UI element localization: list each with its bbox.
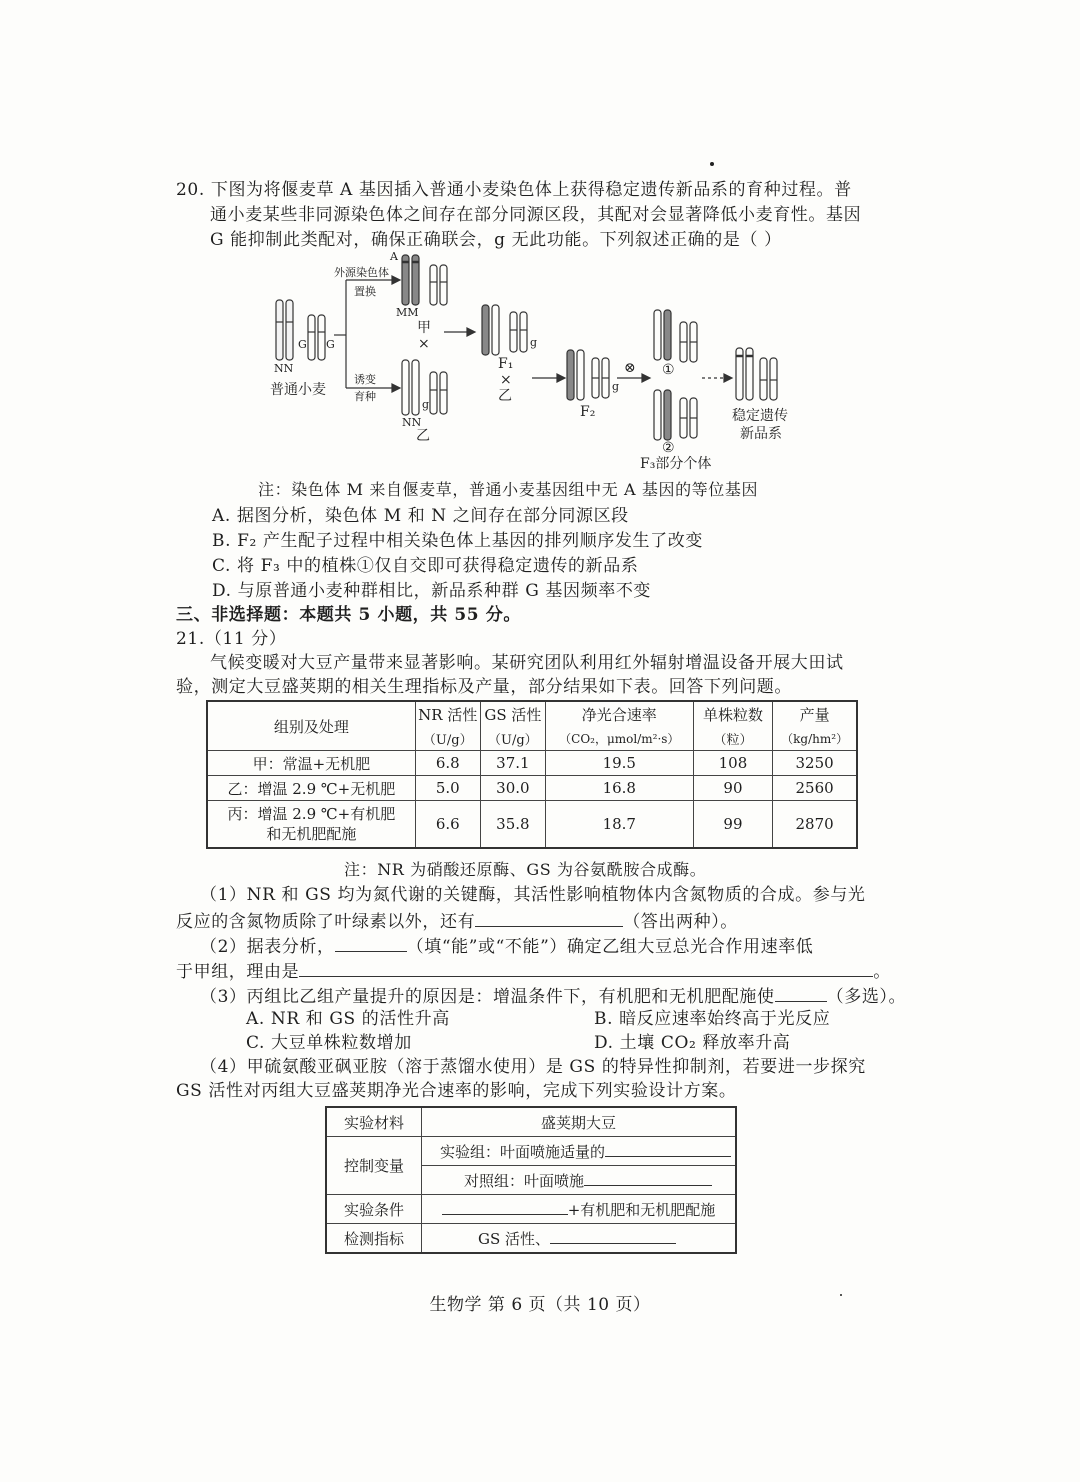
cell: 6.8 <box>415 751 480 776</box>
label-G-right: G <box>326 338 335 351</box>
cell: 3250 <box>773 751 857 776</box>
label-nn2: NN <box>402 416 422 429</box>
label-1: ① <box>662 362 675 378</box>
design-row <box>326 1137 736 1166</box>
label-foreign: 外源染色体 <box>334 266 389 279</box>
design-cond-text: +有机肥和无机肥配施 <box>567 1200 716 1219</box>
answer-blank-3[interactable] <box>299 958 873 977</box>
q20-option-c: C. 将 F₃ 中的植株①仅自交即可获得稳定遗传的新品系 <box>212 556 639 576</box>
table-row <box>207 751 857 776</box>
cell: 2560 <box>773 776 857 801</box>
label-f3: F₃部分个体 <box>640 456 712 472</box>
table-header-row <box>207 701 857 726</box>
table-row <box>207 801 857 849</box>
table-row <box>207 776 857 801</box>
q20-line1: 20. 下图为将偃麦草 A 基因插入普通小麦染色体上获得稳定遗传新品系的育种过程。普 <box>176 180 852 200</box>
q20-note: 注：染色体 M 来自偃麦草，普通小麦基因组中无 A 基因的等位基因 <box>258 480 759 499</box>
q20-line2: 通小麦某些非同源染色体之间存在部分同源区段，其配对会显著降低小麦育性。基因 <box>210 205 862 225</box>
answer-blank-6[interactable] <box>584 1171 712 1186</box>
q21-p2b <box>176 958 891 984</box>
table-note: 注：NR 为硝酸还原酶、GS 为谷氨酰胺合成酶。 <box>344 860 707 879</box>
label-yi: 乙 <box>416 428 430 444</box>
label-breed: 育种 <box>354 390 376 403</box>
design-row <box>326 1195 736 1224</box>
cell: 90 <box>693 776 773 801</box>
cell: 乙：增温 2.9 ℃+无机肥 <box>207 776 415 801</box>
cell: 5.0 <box>415 776 480 801</box>
th-gs: GS 活性 <box>480 701 545 726</box>
th-grains: 单株粒数 <box>693 701 773 726</box>
unit-photosynthesis: （CO₂，μmol/m²·s） <box>545 726 693 751</box>
q21-p1a: （1）NR 和 GS 均为氮代谢的关键酶，其活性影响植物体内含氮物质的合成。参与光 <box>200 885 866 905</box>
cell: 甲：常温+无机肥 <box>207 751 415 776</box>
label-self: ⊗ <box>624 360 636 376</box>
q21-p4a: （4）甲硫氨酸亚砜亚胺（溶于蒸馏水使用）是 GS 的特异性抑制剂，若要进一步探究 <box>200 1057 866 1077</box>
design-cond-cell <box>422 1195 737 1224</box>
design-row <box>326 1107 736 1137</box>
p1b-text: 反应的含氮物质除了叶绿素以外，还有 <box>176 912 476 932</box>
label-2: ② <box>662 440 675 456</box>
breeding-diagram <box>262 250 822 475</box>
experiment-design-table <box>325 1106 737 1254</box>
label-yi2: 乙 <box>498 388 512 404</box>
cell: 35.8 <box>480 801 545 849</box>
q20-option-b: B. F₂ 产生配子过程中相关染色体上基因的排列顺序发生了改变 <box>212 531 703 551</box>
th-yield: 产量 <box>773 701 857 726</box>
q21-p3-option-b: B. 暗反应速率始终高于光反应 <box>594 1009 831 1029</box>
q21-intro1: 气候变暖对大豆产量带来显著影响。某研究团队利用红外辐射增温设备开展大田试 <box>210 653 844 673</box>
q20-option-d: D. 与原普通小麦种群相比，新品系种群 G 基因频率不变 <box>212 581 652 601</box>
cell: 108 <box>693 751 773 776</box>
cell: 6.6 <box>415 801 480 849</box>
label-f1: F₁ <box>498 356 514 372</box>
cell: 19.5 <box>545 751 693 776</box>
q21-head: 21.（11 分） <box>176 629 287 649</box>
design-value: 盛荚期大豆 <box>422 1107 737 1137</box>
unit-yield: （kg/hm²） <box>773 726 857 751</box>
answer-blank-5[interactable] <box>605 1142 731 1157</box>
cell-group-bing <box>207 801 415 849</box>
cell-line: 丙：增温 2.9 ℃+有机肥 <box>227 805 396 823</box>
q21-p4b: GS 活性对丙组大豆盛荚期净光合速率的影响，完成下列实验设计方案。 <box>176 1081 737 1101</box>
design-exp-cell <box>422 1137 737 1166</box>
unit-gs: （U/g） <box>480 726 545 751</box>
cell: 2870 <box>773 801 857 849</box>
speck <box>840 1294 842 1296</box>
label-new2: 新品系 <box>740 426 782 442</box>
p2b-tail: 。 <box>873 962 891 982</box>
q21-p2a <box>200 933 813 959</box>
label-g-f2: g <box>612 380 620 393</box>
label-g-f1: g <box>530 336 538 349</box>
th-photosynthesis: 净光合速率 <box>545 701 693 726</box>
answer-blank-8[interactable] <box>550 1229 676 1244</box>
label-jia: 甲 <box>417 320 431 336</box>
label-cross2: × <box>500 372 512 388</box>
unit-nr: （U/g） <box>415 726 480 751</box>
p2a-tail: （填“能”或“不能”）确定乙组大豆总光合作用速率低 <box>406 937 814 957</box>
q21-p3-option-a: A. NR 和 GS 的活性升高 <box>246 1009 450 1029</box>
speck <box>710 162 714 166</box>
label-f2: F₂ <box>580 404 596 420</box>
q21-intro2: 验，测定大豆盛荚期的相关生理指标及产量，部分结果如下表。回答下列问题。 <box>176 677 792 697</box>
cell: 37.1 <box>480 751 545 776</box>
q21-p1b <box>176 908 738 934</box>
p1b-tail: （答出两种）。 <box>623 912 738 932</box>
label-new1: 稳定遗传 <box>732 408 788 424</box>
label-mutate: 诱变 <box>354 373 376 386</box>
design-index-cell <box>422 1224 737 1254</box>
design-label: 控制变量 <box>326 1137 422 1195</box>
design-exp-text: 实验组：叶面喷施适量的 <box>440 1142 606 1161</box>
p2a-text: （2）据表分析， <box>200 937 335 957</box>
label-G-left: G <box>298 338 307 351</box>
th-nr: NR 活性 <box>415 701 480 726</box>
results-table <box>206 700 858 849</box>
design-label: 实验材料 <box>326 1107 422 1137</box>
q21-p3-option-c: C. 大豆单株粒数增加 <box>246 1033 412 1053</box>
p3-text: （3）丙组比乙组产量提升的原因是：增温条件下，有机肥和无机肥配施使 <box>200 987 775 1007</box>
cell: 16.8 <box>545 776 693 801</box>
design-index-text: GS 活性、 <box>478 1229 551 1248</box>
q20-option-a: A. 据图分析，染色体 M 和 N 之间存在部分同源区段 <box>212 506 629 526</box>
section-3-heading: 三、非选择题：本题共 5 小题，共 55 分。 <box>176 605 521 625</box>
label-replace: 置换 <box>354 285 376 298</box>
label-g-yi: g <box>422 398 430 411</box>
design-ctl-cell <box>422 1166 737 1195</box>
cell: 18.7 <box>545 801 693 849</box>
cell-line: 和无机肥配施 <box>266 825 357 843</box>
page-footer: 生物学 第 6 页（共 10 页） <box>429 1295 651 1315</box>
design-label: 检测指标 <box>326 1224 422 1254</box>
label-cross: × <box>418 336 430 352</box>
label-nn: NN <box>274 362 294 375</box>
cell: 99 <box>693 801 773 849</box>
answer-blank-1[interactable] <box>475 908 623 927</box>
label-mm: MM <box>396 306 419 319</box>
answer-blank-7[interactable] <box>442 1200 568 1215</box>
design-label: 实验条件 <box>326 1195 422 1224</box>
cell: 30.0 <box>480 776 545 801</box>
p2b-text: 于甲组，理由是 <box>176 962 300 982</box>
unit-grains: （粒） <box>693 726 773 751</box>
answer-blank-4[interactable] <box>775 983 827 1002</box>
design-row <box>326 1224 736 1254</box>
answer-blank-2[interactable] <box>335 933 407 952</box>
p3-tail: （多选）。 <box>826 987 907 1007</box>
th-group: 组别及处理 <box>207 701 415 751</box>
q21-p3 <box>200 983 906 1009</box>
q21-p3-option-d: D. 土壤 CO₂ 释放率升高 <box>594 1033 791 1053</box>
label-wheat: 普通小麦 <box>270 382 326 398</box>
design-ctl-text: 对照组：叶面喷施 <box>464 1171 585 1190</box>
label-a: A <box>390 250 398 263</box>
q20-line3: G 能抑制此类配对，确保正确联会，g 无此功能。下列叙述正确的是（ ） <box>210 230 782 250</box>
